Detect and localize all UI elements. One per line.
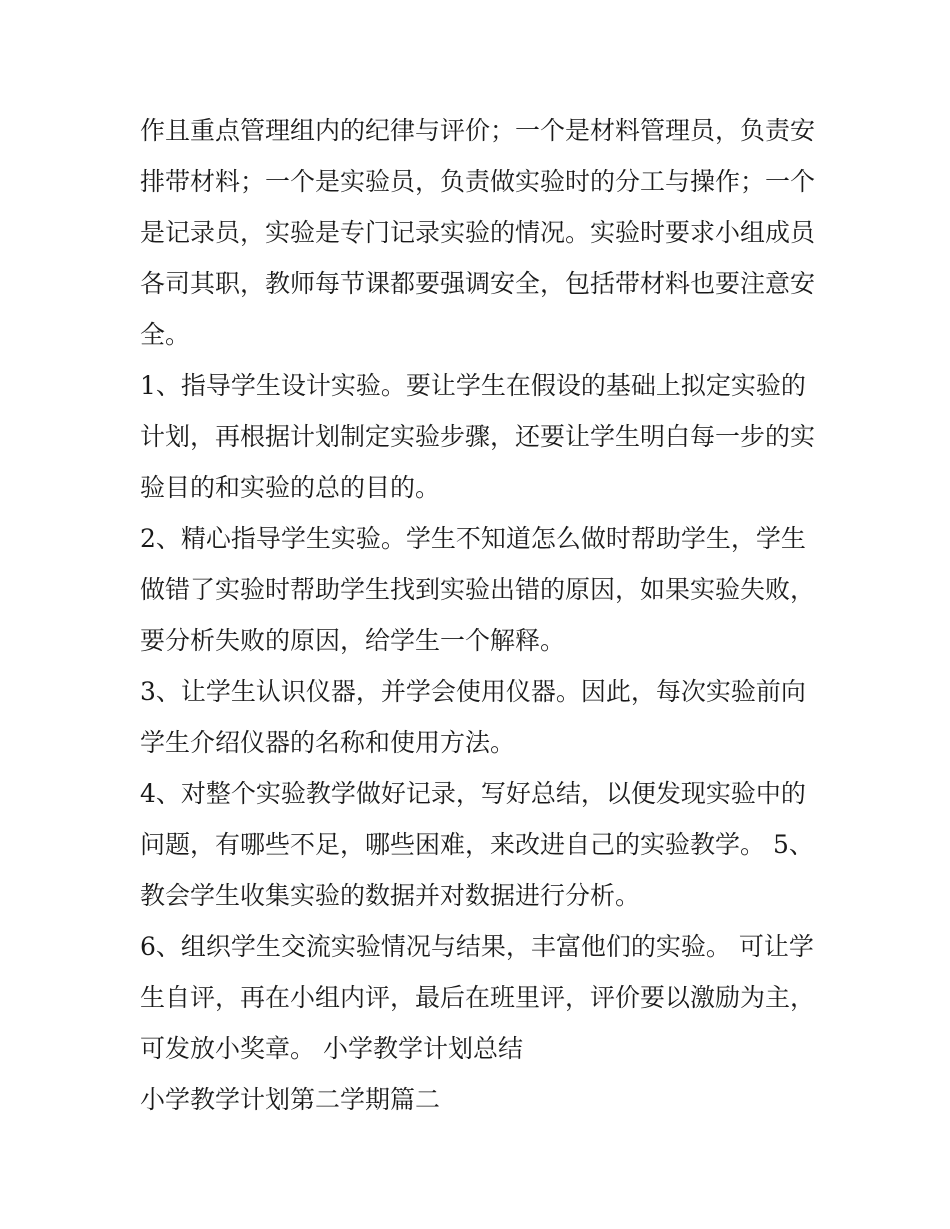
paragraph-item-6: [140, 921, 820, 1074]
text-line: 排带材料；一个是实验员，负责做实验时的分工与操作；一个: [140, 167, 816, 196]
text-line: 做错了实验时帮助学生找到实验出错的原因，如果实验失败，: [140, 575, 816, 604]
text-line: 4、对整个实验教学做好记录，写好总结，以便发现实验中的: [140, 779, 806, 808]
text-line: 是记录员，实验是专门记录实验的情况。实验时要求小组成员: [140, 218, 816, 247]
text-line: 计划，再根据计划制定实验步骤，还要让学生明白每一步的实: [140, 422, 816, 451]
text-line: 验目的和实验的总的目的。: [140, 473, 441, 502]
text-line: 教会学生收集实验的数据并对数据进行分析。: [140, 881, 641, 910]
text-line: 生自评，再在小组内评，最后在班里评，评价要以激励为主，: [140, 983, 816, 1012]
text-line: 要分析失败的原因，给学生一个解释。: [140, 626, 566, 655]
heading-line: 小学教学计划第二学期篇二: [140, 1085, 441, 1114]
text-line: 6、组织学生交流实验情况与结果，丰富他们的实验。 可让学: [140, 932, 814, 961]
paragraph-group-roles: [140, 105, 820, 360]
section-heading: [140, 1074, 820, 1125]
paragraph-item-4-5: [140, 768, 820, 921]
text-line: 可发放小奖章。 小学教学计划总结: [140, 1034, 523, 1063]
document-body: [140, 105, 820, 1125]
text-line: 作且重点管理组内的纪律与评价；一个是材料管理员，负责安: [140, 116, 816, 145]
text-line: 学生介绍仪器的名称和使用方法。: [140, 728, 516, 757]
text-line: 问题，有哪些不足，哪些困难，来改进自己的实验教学。 5、: [140, 830, 814, 859]
text-line: 3、让学生认识仪器，并学会使用仪器。因此，每次实验前向: [140, 677, 806, 706]
paragraph-item-2: [140, 513, 820, 666]
text-line: 全。: [140, 320, 191, 349]
paragraph-item-1: [140, 360, 820, 513]
text-line: 1、指导学生设计实验。要让学生在假设的基础上拟定实验的: [140, 371, 806, 400]
text-line: 各司其职，教师每节课都要强调安全，包括带材料也要注意安: [140, 269, 816, 298]
text-line: 2、精心指导学生实验。学生不知道怎么做时帮助学生，学生: [140, 524, 806, 553]
paragraph-item-3: [140, 666, 820, 768]
